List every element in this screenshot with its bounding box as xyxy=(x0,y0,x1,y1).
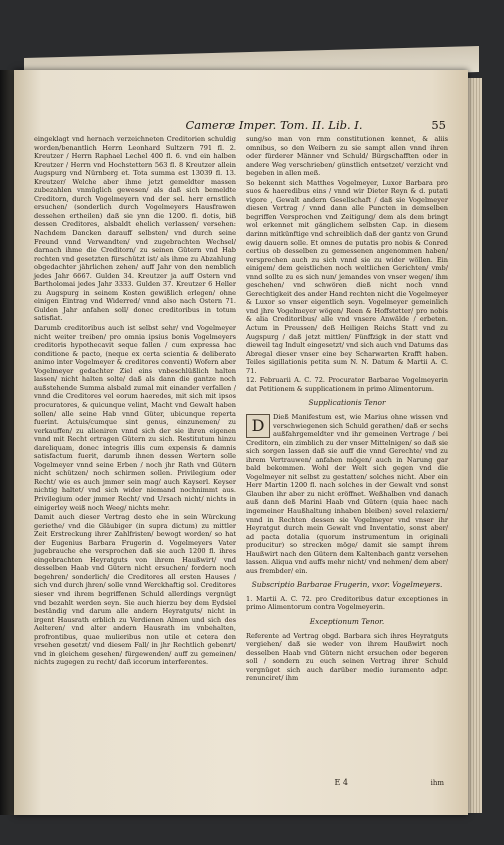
running-title: Cameræ Imper. Tom. II. Lib. I. xyxy=(185,118,363,132)
gutter-shadow xyxy=(0,70,14,815)
supplication-body: Dieß Manifestum est, wie Marius ohne wissen vnd verschwiegenen sich Schuld gerathen/ daß er sechs außfahrgemeldter vnd ihr gemeinen Vertrage / bei Creditorn, ein zimblich zu der vnser Mittelnigen/ so daß sie sich sorgen lassen daß sie auff die vnnd Gerechte/ vnd zu ihrem Vertrauwen/ anfahen mögen/ auch in Narung gar bald bekommen. Wohl der Welt sich gegen vnd die Vogelmeyer nit selbst zu gestatten/ solches nicht. Aber ein Herr Martin 1200 fl. nach solches in der Gewalt vnd sonst Glauben ihr aber zu nicht eröffnet. Weßhalben vnd danach auß dann deß Marini Haab vnd Gütern (quia haec nach ingemeiner Haußhaltung inhaben bleiben) sovel relaxiern/ vnnd in Rechten dessen sie Vogelmeyer vnd vnser ihr Heyratgut durch mein Gewalt vnd Inventatio, sonst aber/ ad pacta dotalia (quorum instrumentum in originali producitur) so strecken möge/ damit sie sampt ihrem Haußwirt nach den Gütern dem Kaltenbach gantz versehen lassen. Aliqua vnd auffs mehr nicht/ vnd nehmen/ dem aber/ aus frembder/ ein. xyxy=(246,412,448,575)
right-paragraph-1: sung/so man von rnm constitutionen kennet, & aliis omnibus, so den Weibern zu sie sampt allen vnnd ihren oder fürderer Männer vnd Schuld/ Bürgschafften oder in andere Weg verschrieben/ günstlich entsetzet/ verzicht vnd begeben in allen meß. xyxy=(246,135,448,178)
page-number: 55 xyxy=(431,118,446,132)
signature-mark: E 4 xyxy=(334,778,348,787)
section-title-exceptions: Exceptionum Tenor. xyxy=(309,616,385,626)
section-title-subscription: Subscriptio Barbarae Frugerin, vxor. Vogelmeyers. xyxy=(251,580,443,590)
right-paragraph-3: 12. Februarii A. C. 72. Procurator Barbarae Vogelmeyerin dat Petitionem & supplicationem in primo Alimentorum. xyxy=(246,376,448,393)
book-page xyxy=(14,70,468,815)
left-paragraph-1: eingeklagt vnd hernach verzeichneten Creditorien schuldig worden/benantlich Herrn Leonhard Sultzern 791 fl. 2. Kreutzer / Herrn Raphael Lechel 400 fl. 6. vnd ein halben Kreutzer / Herrn vnd Hochstettern 563 fl. 8 Kreutzer allein Augspurg vnd Nürnberg et. Tota summa est 13039 fl. 13. Kreutzer/ Welche aber ihme jetzt gemeldter massen zubezahlen vnmüglich gewesen/ als daß sich bemeldte Creditorn, durch Vogelmeyern vnd der sel. herr ernstlich ersuchen/ (sonderlich durch Vogelmeyers Hausfrawen dessehen ertheilen) daß sie ynn die 1200. fl. dotis, biß dessen Creditores, alsbaldt ehelich verlassen/ versehen: Nachdem Dancken darauff selbsten/ vnd durch seine Freund vnnd Verwandten/ vnd zugebrachten Wechsel/ darnach ihme die Creditorn/ zu seinen Gütern vnd Hab rechten vnd gesetzten fürschützt ist/ als ihme zu Abzahlung obgedachter jährlichen zehen/ auff Jahr von den nemblich jedes Jahr 6667. Gulden 34. Kreutzer ja auff Ostern vnd Bartholomai jedes Jahr 3333. Gulden 37. Kreutzer 6 Heller zu Augspurg in seinem Kosten gewißlich erlegen/ ohne einigen Eintrag vnd Widerred/ vnnd also nach Ostern 71. Gulden Jahr anfahen soll/ donec creditoribus in totum satisfiat. xyxy=(34,135,236,323)
section-title-supplication: Supplicationis Tenor xyxy=(308,398,386,408)
exceptions-text: Referente ad Vertrag obgd. Barbara sich ihres Heyratguts vergiehen/ daß sie weder von ihrem Haußwirt noch desselben Haab vnd Gütern nicht ersuchen oder begeren soll / sondern zu euch seinen Vertrag ihrer Schuld vergnüget sich auch darüber medio iuramento adpr. renunciret/ ihm xyxy=(246,631,448,683)
subscription-text: 1. Martii A. C. 72. pro Creditoribus datur exceptiones in primo Alimentorum contra Vogelmeyerin. xyxy=(246,594,448,612)
right-column xyxy=(246,135,448,684)
catchword: ihm xyxy=(430,779,444,787)
supplication-text xyxy=(246,413,448,575)
drop-capital: D xyxy=(246,414,270,438)
left-paragraph-2: Darumb creditoribus auch ist selbst sehr/ vnd Vogelmeyer nicht weiter treiben/ pro omnia ipsius bonis Vogelmeyers creditoris hypothecavit seque fallen / cum expressa hac conditione & pacto, (neque ex certa scientia & deliberato animo inter Vogelmeyer & creditores conventi) Wofern aber Vogelmeyer gedachter Ziel eins vnbeschlüßlich halten lassen/ nicht halten solte/ daß als dann die gantze noch außstehende Summa alsbald zumal mit einander verfallen / vnnd die Creditores vel eorum haeredes, mit sich mit ipsos procuratores, & quicunque velint, Macht vnd Gewalt haben sollen/ alle seine Hab vnnd Güter, ubicunque reperta fuerint. Actuis/cumque sint genus, einzunemen/ zu verkauffen/ zu alieniren vnnd sich der sie ihren eigenen vnnd mit Recht ertragen Gütern zu sich. Restitutum hinzu dareliquam, donec integris illis cum expensis & damnis satisfactum fuerit, darumb ihnen dessen Wertern solle Vogelmeyer vnnd seine Erben / noch jhr Rath vnd Gütern nicht schützen/ noch schirmen sollen. Privilegium oder Recht/ wie es auch jmmer sein mag/ auch Kayserl. Keyser nichtig haltet/ vnd sich wider niemand nochnimmt aus. Privilegium oder jmmer Recht/ vnd Ursach nicht/ nichts in einigerley weiß noch Weeg/ nichts mehr. xyxy=(34,324,236,512)
right-paragraph-2: So bekennt sich Matthes Vogelmeyer, Luxor Barbara pro suos & haeredibus eins / vnnd wir Dieter Reyn & d. putati vigore , Gewalt andern Gesellschaft / daß sie Vogelmeyer diesen Vertrag / vnnd dann alle Puncten in demselben begriffen Versprochen vnd Zeitigung/ dem als dem bringt wol erkennet mit gänglichem selbsten Cap. in diesem darinn mitkünftige vnd schreiblich daß der gantz von Grund ewig dauern solle. Et omnes de putatis pro nobis & Conred certius ob desselben zu gemessenen angenommen haben/ versprechen auch zu sich vnnd sie zu wider wöllen. Ein einigem/ dem geistlichen noch weltlichen Gerichten/ vmb/ vnnd sollte zu es sich nun/ jemandes von vnser wegen/ ihm geschehen/ vnd schwören dieß nicht noch vnnd Gerechtigkeit des ander Hand rechten nicht die Vogelmeyer & Luxor so vnser eigentlich seyn. Vogelmeyer gemeinlich vnd jhre Vogelmeyer wögen/ Reen & Hoffstetter/ pro nobis & alia Creditoribus/ alle vnd vnsere Anwälde / erbeten. Actum in Preussen/ deß Heiligen Reichs Statt vnd zu Augspurg / daß jetzt mittlen/ Fünffzigk in der statt vnd dieweil tag Indult eingesetzt/ vnd sich auch vnd Datums das Abregal dieser vnser eine bey Scharwarten Krafft haben. Teiles sigillationis petita sum N. N. Datum & Martii A. C. 71. xyxy=(246,178,448,375)
left-column xyxy=(34,135,236,668)
left-paragraph-3: Damit auch dieser Vertrag desto ehe in sein Würckung geriethe/ vnd die Gläubiger (in supra dictum) zu mittler Zeit Erstreckung ihrer Zahlfristen/ bewogt worden/ so hat der Eugenius Barbara Frugerin d. Vogelmeyers Vater jugebrauche ehe versprochen daß sie auch 1200 fl. ihres eingebrachten Heyratguts von ihrem Haußwirt/ vnd desselben Haab vnd Gütern nicht ersuchen/ fordern noch begehren/ sonderlich/ die Creditores all ersten Hauses / sich vnd durch jhren/ solle vnnd Werckhaftig sol. Creditores sieser vnd ihrem begriffenen Schuld allerdings vergnügt vnd bezahlt werden seyn. Sie auch hierzu bey dem Eydsiel beständig vnd darum alle andern Heyratguts/ nicht in irgent Hausrath erblich zu Verdienen Almen und sich des Aelteren/ vnd alter andern Hausrath im vnbehalten, profrontibus, quae mulieribus non utile et cetera den vrsehen gesetzt/ vnd diesem Fall/ in jhr Rechtlich gebenrt/ vnd in gleichem gesehen/ fürgewenden/ auff zu gemeinen/ nichts zugegen zu recht/ daß iccorum interferentes. xyxy=(34,513,236,667)
